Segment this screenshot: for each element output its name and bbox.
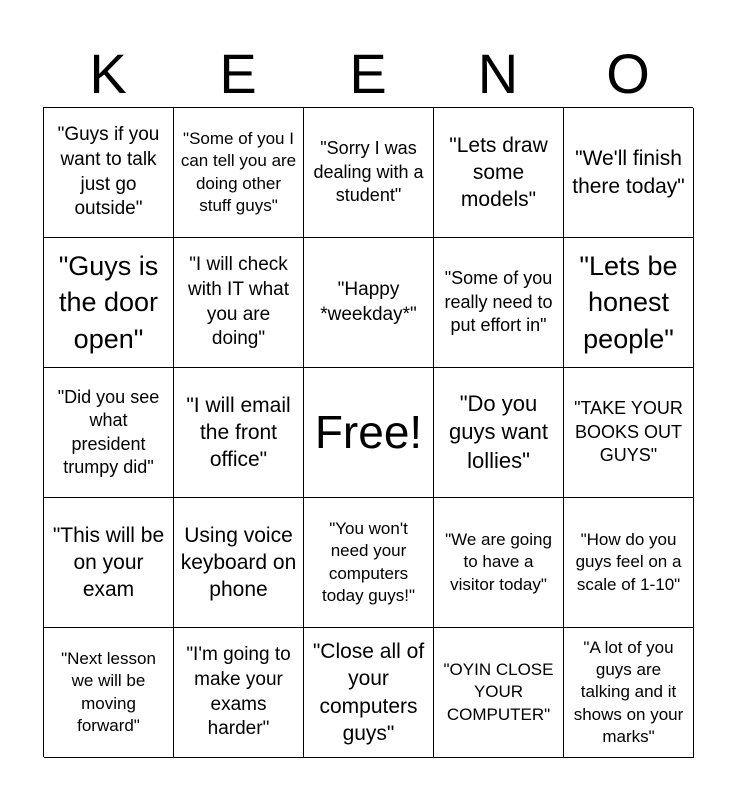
- bingo-cell[interactable]: "Some of you I can tell you are doing other stuff guys": [174, 108, 304, 238]
- bingo-cell[interactable]: "How do you guys feel on a scale of 1-10": [564, 498, 694, 628]
- bingo-cell[interactable]: "Did you see what president trumpy did": [44, 368, 174, 498]
- header-letter-n: N: [477, 42, 519, 105]
- bingo-cell[interactable]: "Lets draw some models": [434, 108, 564, 238]
- bingo-cell[interactable]: "Some of you really need to put effort in": [434, 238, 564, 368]
- free-space-cell[interactable]: Free!: [304, 368, 434, 498]
- bingo-cell[interactable]: "A lot of you guys are talking and it shows on your marks": [564, 628, 694, 758]
- header-letter-o: O: [606, 42, 650, 105]
- header-letter-e2: E: [349, 42, 387, 105]
- bingo-cell[interactable]: "I will check with IT what you are doing": [174, 238, 304, 368]
- bingo-cell[interactable]: "Sorry I was dealing with a student": [304, 108, 434, 238]
- header-letter-e1: E: [219, 42, 257, 105]
- bingo-cell[interactable]: "I'm going to make your exams harder": [174, 628, 304, 758]
- bingo-cell[interactable]: "Guys is the door open": [44, 238, 174, 368]
- bingo-cell[interactable]: "Do you guys want lollies": [434, 368, 564, 498]
- bingo-cell[interactable]: "Lets be honest people": [564, 238, 694, 368]
- bingo-cell[interactable]: "We'll finish there today": [564, 108, 694, 238]
- bingo-cell[interactable]: "I will email the front office": [174, 368, 304, 498]
- header-letter-k: K: [89, 42, 127, 105]
- bingo-cell[interactable]: "Happy *weekday*": [304, 238, 434, 368]
- bingo-cell[interactable]: "You won't need your computers today guys!": [304, 498, 434, 628]
- bingo-cell[interactable]: "We are going to have a visitor today": [434, 498, 564, 628]
- bingo-cell[interactable]: "OYIN CLOSE YOUR COMPUTER": [434, 628, 564, 758]
- bingo-cell[interactable]: "TAKE YOUR BOOKS OUT GUYS": [564, 368, 694, 498]
- bingo-cell[interactable]: "This will be on your exam: [44, 498, 174, 628]
- bingo-board: [43, 107, 693, 757]
- bingo-cell[interactable]: Using voice keyboard on phone: [174, 498, 304, 628]
- bingo-header: [43, 40, 693, 108]
- bingo-cell[interactable]: "Close all of your computers guys": [304, 628, 434, 758]
- bingo-cell[interactable]: "Guys if you want to talk just go outside": [44, 108, 174, 238]
- bingo-cell[interactable]: "Next lesson we will be moving forward": [44, 628, 174, 758]
